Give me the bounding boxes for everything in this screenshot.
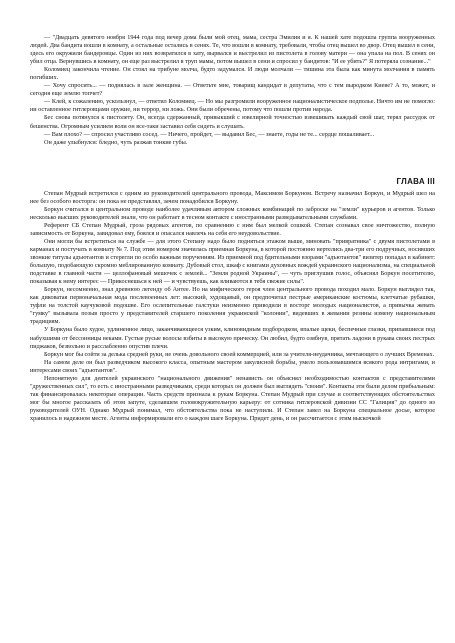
body-paragraph: Боркун считался в центральном проводе наиболее удачливым автором сложных комбинаций по заброске на "земли" курьеров и агентов. Только несколько высших руководителей знали, что он работает в тесном контакте с иностранными разведывательными службами. <box>30 205 435 221</box>
dialogue-paragraph: — Клей, к сожалению, ускользнул, — ответил Коломиец. — Но мы разгромили вооруженное националистическое подполье. Ничто им не помогло: ни оставленное гитлеровцами оружие, ни террор, ни ложь. Они были обречены, потому что пошли против народа. <box>30 98 435 114</box>
body-paragraph: Референт СБ Степан Мудрый, гроза рядовых агентов, по сравнению с ним был мелкой сошкой. Степан сознавал свое ничтожество, полную зависимость от Боркуна, завидовал ему, боялся и опасался навлечь на себя его неудовольствие. <box>30 221 435 237</box>
body-paragraph: Коломиец закончила чтение. Он стоял на трибуне молча, будто задумался. И люди молчали — тишина эта была как минута молчания в память погибших. <box>30 66 435 82</box>
body-paragraph: Боркун мог бы сойти за делька средней руки, не очень довольного своей коммерцией, или за учителя-неудачника, мечтающего о лучших Временах. <box>44 350 435 358</box>
body-paragraph: Бес снова потянулся к пистолету. Он, всегда сдержанный, привыкший с ювелирной точностью взвешивать каждый свой шаг, терял рассудок от бешенства. Огромным усилием воли он все-таки заставил себя сидеть и слушать. <box>30 114 435 130</box>
chapter-heading: ГЛАВА III <box>396 176 435 186</box>
chapter-two-ending <box>30 34 435 147</box>
body-paragraph: У Боркуна было худое, удлиненное лицо, заканчивающееся узким, клиновидным подбородком, впалые щеки, беспечные глазки, припавшиеся под набухшими от бессонницы веками. Густые русые волосы взбиты в высокую прическу. Он любил, будто озябнув, прятать ладони в рукава своих пестрых пиджаков, безвольно и расслабленно опустив плечи. <box>30 326 435 350</box>
dialogue-paragraph: — Хочу спросить... — поднялась в зале женщина. — Ответьте мне, товарищ кандидат в депутаты, что с тем выродком Киеве? А то, может, и сегодня еще землю топчет? <box>30 82 435 98</box>
body-paragraph: Он даже улыбнулся: бледно, чуть разжав тонкие губы. <box>44 138 188 146</box>
chapter-three-body <box>30 190 435 423</box>
body-paragraph: На самом деле он был разведчиком высокого класса, опытным мастером закулисной борьбы, умело пользовавшимся всякого рода интригами, и интересами своих "адъютантов". <box>30 358 435 374</box>
body-paragraph: Они могли бы встретиться на службе — для этого Степану надо было подняться этажом выше, миновать "привратника" с двумя пистолетами в карманах и постучать в комнату № 7. Под этим номером значилась приемная Боркуна, в которой постоянно вертелись два-три его подручных, носивших звонкие титулы адъютантов и стерегли по особо важным поручениям. Из приемной под бдительными взорами "адъютантов" визитер попадал в кабинет: большую, подобающую скромно меблированную комнату. Дубовый стол, шкаф с книгами духовных вождей украинского национализма, на специальной подставке в главной части — целлофановый мешочек с землей... "Земля родной Украины", — чуть приглушив голос, объяснял Боркун посетителю, показывая к нему интерес — Прикоснешься к ней — и чувствуешь, как вливаются в тебя свежие силы". <box>30 237 435 286</box>
body-paragraph: Непонятную для деятелей украинского "национального движения" ненависть он объяснял необходимостью контактов с представителями "дружественных сил", то есть с иностранными разведчиками, среди которых он должен был выглядеть "своим". Контакты эти были делом прибыльным: так финансировалась некоторые операции. Часть средств признала к рукам Боркуна. Степан Мудрый при случае и соответствующих обстоятельствах мог бы многое рассказать об этом запуте, сделавшем головокружительную карьеру: от сотника гитлеровской дивизии СС "Галиция" до одного из руководителей ОУН. Однако Мудрый понимал, что обстоятельства пока не наступили. И Степан завел на Боркуна специальное досье, которое хранилось в надежном месте. Агенты информировали его о каждом шаге Боркуна. Придет день, и он рассчитается с этим выскочкой <box>30 374 435 422</box>
dialogue-paragraph: — Вам плохо? — спросил участливо сосед. — Ничего, пройдет, — выдавил Бес, — знаете, годы не те... сердце пошаливает... <box>44 130 375 138</box>
body-paragraph: Боркун, несомненно, знал древнюю легенду об Антее. Но на мифического героя член центрального провода походил мало. Боркун выглядел так, как диковатая первоначальная мода послевоенных лет: высокий, худощавый, он предпочитал пестрые американские костюмы, клетчатые рубашки, туфли на толстой каучуковой подошве. Его ослепительные галстуки неизменно приводили в восторг молодых националистов, а привычка жевать "гумку" вызывала позыв просто у представителей старшего поколения украинской "колонии", видевших в жевании резины измену национальным традициям. <box>30 286 435 326</box>
body-paragraph: Степан Мудрый встретился с одним из руководителей центрального провода, Максимом Боркуном. Встречу назначил Боркун, и Мудрый шел на нее без особого восторга: он пока не представлял, зачем понадобился Боркуну. <box>30 189 435 205</box>
section-spacer <box>30 147 435 177</box>
testimony-paragraph: — "Двадцать девятого ноября 1944 года под вечер дома были мой отец, мама, сестра Эмилия и я. К нашей хате подошла группа вооруженных людей. Два бандита вошли в комнату, а остальные остались в сенях. Те, что вошли в комнату, требовали, чтобы отец вышел во двор. Отец вышел в сени, здесь его окружили бандеровцы. Один из них возвратился в хату, вырвался и выстрелил из пистолета в голову матери — она упала на пол. В сенях он убил отца. Вернувшись в комнату, он еще раз выстрелил в труп мамы, потом вышел в сени и спросил у бандитов: "И ее убить?" Я потеряла сознание..." <box>30 34 435 66</box>
